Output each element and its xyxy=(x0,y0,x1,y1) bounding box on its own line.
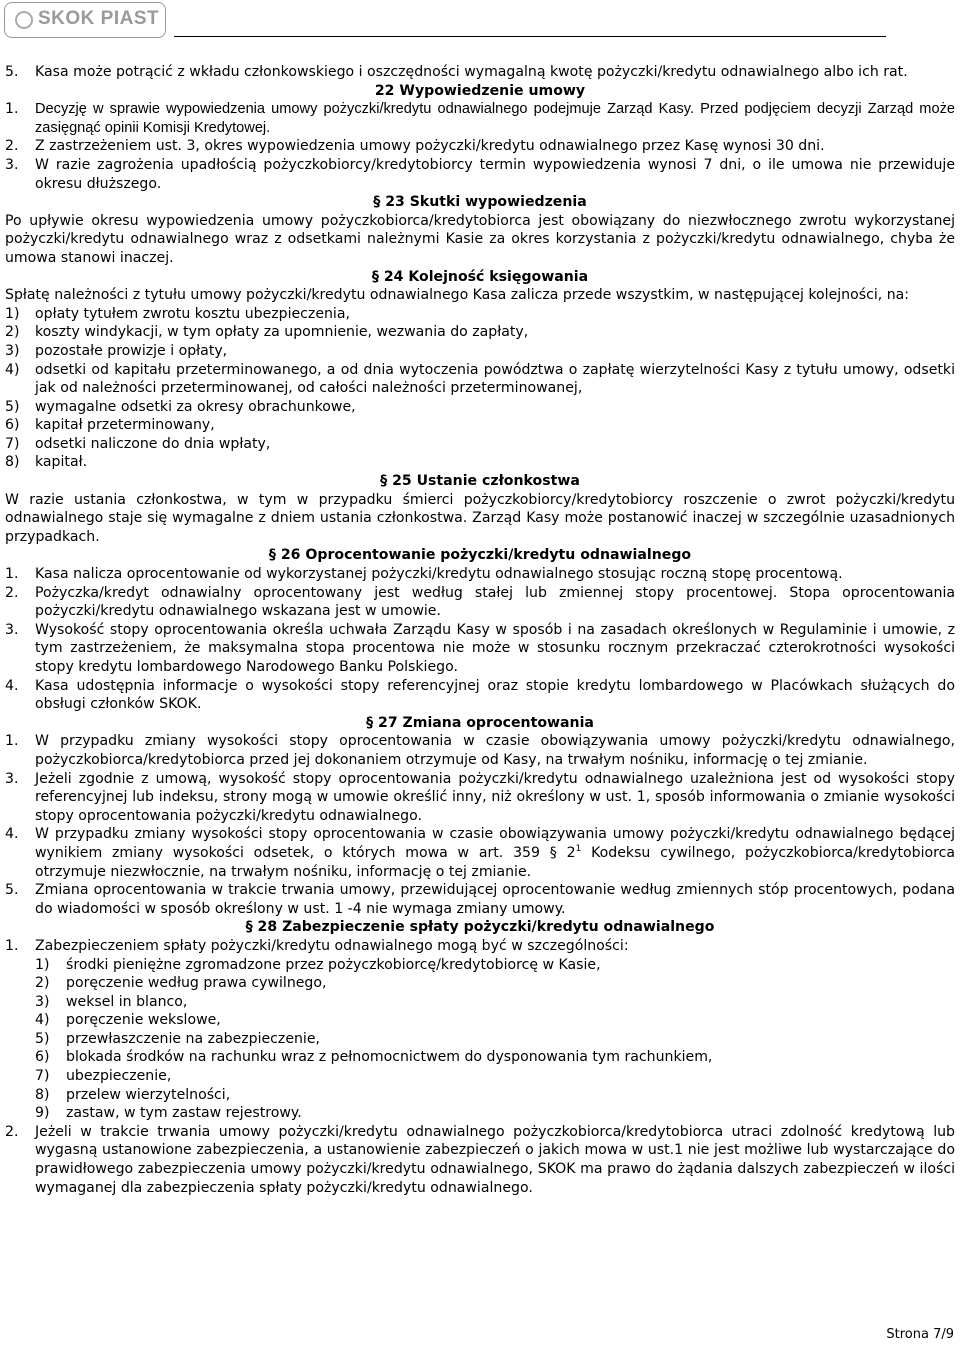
sub-item xyxy=(35,974,955,993)
item-text: W razie zagrożenia upadłością pożyczkobiorcy/kredytobiorcy termin wypowiedzenia wynosi 7 dni, o ile umowa nie przewiduje okresu dłuższego. xyxy=(35,156,955,192)
item-text-part: Kodeksu cywilnego, pożyczkobiorca/kredytobiorca otrzymuje niezwłocznie, na trwałym nośniku, informację o tej zmianie. xyxy=(35,844,955,880)
list-item xyxy=(5,453,955,472)
item-text: Zabezpieczeniem spłaty pożyczki/kredytu odnawialnego mogą być w szczególności: xyxy=(35,937,629,954)
sub-item xyxy=(35,956,955,975)
list-item xyxy=(5,100,955,137)
item-text: środki pieniężne zgromadzone przez pożyczkobiorcę/kredytobiorcę w Kasie, xyxy=(66,956,601,973)
item-text: weksel in blanco, xyxy=(66,993,188,1010)
item-text: odsetki od kapitału przeterminowanego, a od dnia wytoczenia powództwa o zapłatę wierzytelności Kasy z tytułu umowy, odsetki jak od należności przeterminowanej, od całości należności przeterminowanej, xyxy=(35,361,955,397)
item-number: 2. xyxy=(5,138,19,155)
item-text: Wysokość stopy oprocentowania określa uchwała Zarządu Kasy w sposób i na zasadach określonych w Regulaminie i umowie, z tym zastrzeżeniem, że maksymalna stopa procentowa nie może w stosunku rocznym przekraczać czterokrotności wysokości stopy kredytu lombardowego Narodowego Banku Polskiego. xyxy=(35,621,955,675)
item-text: wymagalne odsetki za okresy obrachunkowe, xyxy=(35,398,356,415)
item-text: Decyzję w sprawie wypowiedzenia umowy pożyczki/kredytu odnawialnego podejmuje Zarząd Kasy. Przed podjęciem decyzji Zarząd może zasięgnąć opinii Komisji Kredytowej. xyxy=(35,101,955,136)
item-number: 1. xyxy=(5,566,19,583)
item-text: kapitał przeterminowany, xyxy=(35,417,215,434)
sub-item xyxy=(35,1067,955,1086)
logo-text: SKOK PIAST xyxy=(38,8,160,29)
page-number: Strona 7/9 xyxy=(886,1327,954,1342)
sub-item xyxy=(35,1011,955,1030)
list-item xyxy=(5,342,955,361)
item-number: 9) xyxy=(35,1105,50,1122)
item-number: 7) xyxy=(5,435,20,452)
list-item xyxy=(5,677,955,714)
item-text: Kasa może potrącić z wkładu członkowskiego i oszczędności wymagalną kwotę pożyczki/kredytu odnawialnego albo ich rat. xyxy=(35,64,908,80)
document-body xyxy=(5,63,955,1197)
paragraph: W razie ustania członkostwa, w tym w przypadku śmierci pożyczkobiorcy/kredytobiorcy roszczenie o zwrot pożyczki/kredytu odnawialnego staje się wymagalne z dniem ustania członkostwa. Zarząd Kasy może postanowić inaczej w szczególnie uzasadnionych przypadkach. xyxy=(5,491,955,545)
item-number: 5. xyxy=(5,64,19,80)
item-text: Kasa udostępnia informacje o wysokości stopy referencyjnej oraz stopie kredytu lombardowego w Placówkach służących do obsługi członków SKOK. xyxy=(35,677,955,713)
section-heading: § 28 Zabezpieczenie spłaty pożyczki/kredytu odnawialnego xyxy=(245,919,715,936)
sub-item xyxy=(35,1086,955,1105)
section-heading: § 23 Skutki wypowiedzenia xyxy=(373,194,587,211)
item-text: Kasa nalicza oprocentowanie od wykorzystanej pożyczki/kredytu odnawialnego stosując roczną stopę procentową. xyxy=(35,566,843,583)
item-number: 3) xyxy=(5,342,20,359)
item-text: Zmiana oprocentowania w trakcie trwania umowy, przewidującej oprocentowanie według zmiennych stóp procentowych, podana do wiadomości w sposób określony w ust. 1 -4 nie wymaga zmiany umowy. xyxy=(35,882,955,917)
item-text: opłaty tytułem zwrotu kosztu ubezpieczenia, xyxy=(35,305,350,322)
list-item xyxy=(5,881,955,918)
item-number: 8) xyxy=(5,454,20,471)
item-number: 4. xyxy=(5,677,19,694)
section-heading: § 25 Ustanie członkostwa xyxy=(380,473,580,490)
item-number: 2. xyxy=(5,1123,19,1140)
list-item xyxy=(5,398,955,417)
list-item xyxy=(5,305,955,324)
superscript: 1 xyxy=(575,843,582,854)
item-number: 1. xyxy=(5,937,19,954)
item-number: 4. xyxy=(5,826,19,843)
item-number: 5) xyxy=(35,1030,50,1047)
item-number: 2. xyxy=(5,584,19,601)
item-number: 8) xyxy=(35,1086,50,1103)
list-item xyxy=(5,63,955,82)
item-text: W przypadku zmiany wysokości stopy oprocentowania w czasie obowiązywania umowy pożyczki/kredytu odnawialnego, pożyczkobiorca/kredytobiorca przed jej dokonaniem otrzymuje od Kasy, na trwałym nośniku, informację o tej zmianie. xyxy=(35,733,955,768)
item-number: 2) xyxy=(5,324,20,341)
item-number: 6) xyxy=(35,1049,50,1066)
item-text: odsetki naliczone do dnia wpłaty, xyxy=(35,435,271,452)
item-text: Pożyczka/kredyt odnawialny oprocentowany jest według stałej lub zmiennej stopy procentowej. Stopa oprocentowania pożyczki/kredytu odnawialnego wskazana jest w umowie. xyxy=(35,584,955,620)
header-divider xyxy=(174,36,886,37)
item-number: 2) xyxy=(35,975,50,992)
item-text: blokada środków na rachunku wraz z pełnomocnictwem do dysponowania tym rachunkiem, xyxy=(66,1049,713,1066)
item-number: 3. xyxy=(5,621,19,638)
list-item xyxy=(5,137,955,156)
item-number: 1) xyxy=(5,305,20,322)
list-item xyxy=(5,435,955,454)
item-number: 7) xyxy=(35,1068,50,1085)
item-text: pozostałe prowizje i opłaty, xyxy=(35,342,228,359)
item-text: ubezpieczenie, xyxy=(66,1068,172,1085)
item-text: kapitał. xyxy=(35,454,88,471)
section-heading: § 24 Kolejność księgowania xyxy=(371,268,589,285)
item-number: 5) xyxy=(5,398,20,415)
item-number: 1. xyxy=(5,101,19,118)
page-header xyxy=(0,0,960,40)
item-text: Jeżeli w trakcie trwania umowy pożyczki/kredytu odnawialnego pożyczkobiorca/kredytobiorca utraci zdolność kredytową lub wygasną ustanowione zabezpieczenia, a ustanowienie zabezpieczeń o jakich mowa w ust.1 nie jest możliwe lub wystarczające do prawidłowego zabezpieczenia umowy pożyczki/kredytu odnawialnego, SKOK ma prawo do żądania dalszych zabezpieczeń w ilości wymaganej dla zabezpieczenia spłaty pożyczki/kredytu odnawialnego. xyxy=(35,1123,955,1196)
item-text: przewłaszczenie na zabezpieczenie, xyxy=(66,1030,320,1047)
list-item xyxy=(5,361,955,398)
skok-emblem-icon xyxy=(15,11,33,29)
item-number: 5. xyxy=(5,882,19,899)
item-number: 1. xyxy=(5,733,19,750)
list-item xyxy=(5,621,955,677)
item-text: Jeżeli zgodnie z umową, wysokość stopy oprocentowania pożyczki/kredytu odnawialnego uzależniona jest od wysokości stopy referencyjnej lub indeksu, strony mogą w umowie określić inny, niż określony w ust. 1, sposób informowania o zmianie wysokości stopy oprocentowania pożyczki/kredytu odnawialnego. xyxy=(35,770,955,824)
section-heading: 22 Wypowiedzenie umowy xyxy=(374,82,586,99)
logo xyxy=(4,2,166,38)
item-text: zastaw, w tym zastaw rejestrowy. xyxy=(66,1105,302,1122)
paragraph: Spłatę należności z tytułu umowy pożyczki/kredytu odnawialnego Kasa zalicza przede wszystkim, w następującej kolejności, na: xyxy=(5,287,910,304)
item-number: 1) xyxy=(35,956,50,973)
sub-item xyxy=(35,1048,955,1067)
item-text: poręczenie według prawa cywilnego, xyxy=(66,975,327,992)
item-text: koszty windykacji, w tym opłaty za upomnienie, wezwania do zapłaty, xyxy=(35,324,529,341)
item-number: 3) xyxy=(35,993,50,1010)
list-item xyxy=(5,937,955,956)
list-item xyxy=(5,770,955,826)
section-heading: § 26 Oprocentowanie pożyczki/kredytu odnawialnego xyxy=(268,547,692,564)
paragraph: Po upływie okresu wypowiedzenia umowy pożyczkobiorca/kredytobiorca jest obowiązany do niezwłocznego zwrotu wykorzystanej pożyczki/kredytu odnawialnego wraz z odsetkami należnymi Kasie za okres korzystania z pożyczki/kredytu odnawialnego, chyba że umowa stanowi inaczej. xyxy=(5,212,955,266)
sub-item xyxy=(35,1104,955,1123)
list-item xyxy=(5,584,955,621)
sub-item xyxy=(35,993,955,1012)
list-item xyxy=(5,156,955,193)
sub-item xyxy=(35,1030,955,1049)
section-heading: § 27 Zmiana oprocentowania xyxy=(366,714,594,731)
item-number: 4) xyxy=(35,1012,50,1029)
item-number: 3. xyxy=(5,156,19,173)
item-text: poręczenie wekslowe, xyxy=(66,1012,221,1029)
list-item xyxy=(5,825,955,881)
item-number: 3. xyxy=(5,770,19,787)
item-text-part: W przypadku zmiany wysokości stopy oprocentowania w czasie obowiązywania umowy pożyczki/kredytu odnawialnego będącej wynikiem zmiany wysokości odsetek, o których mowa w art. 359 § 2 xyxy=(35,826,955,861)
item-text: przelew wierzytelności, xyxy=(66,1086,231,1103)
list-item xyxy=(5,732,955,769)
list-item xyxy=(5,323,955,342)
item-number: 6) xyxy=(5,417,20,434)
item-number: 4) xyxy=(5,361,20,378)
list-item xyxy=(5,565,955,584)
item-text xyxy=(35,825,955,881)
list-item xyxy=(5,416,955,435)
item-text: Z zastrzeżeniem ust. 3, okres wypowiedzenia umowy pożyczki/kredytu odnawialnego przez Kasę wynosi 30 dni. xyxy=(35,138,825,155)
list-item xyxy=(5,1123,955,1197)
